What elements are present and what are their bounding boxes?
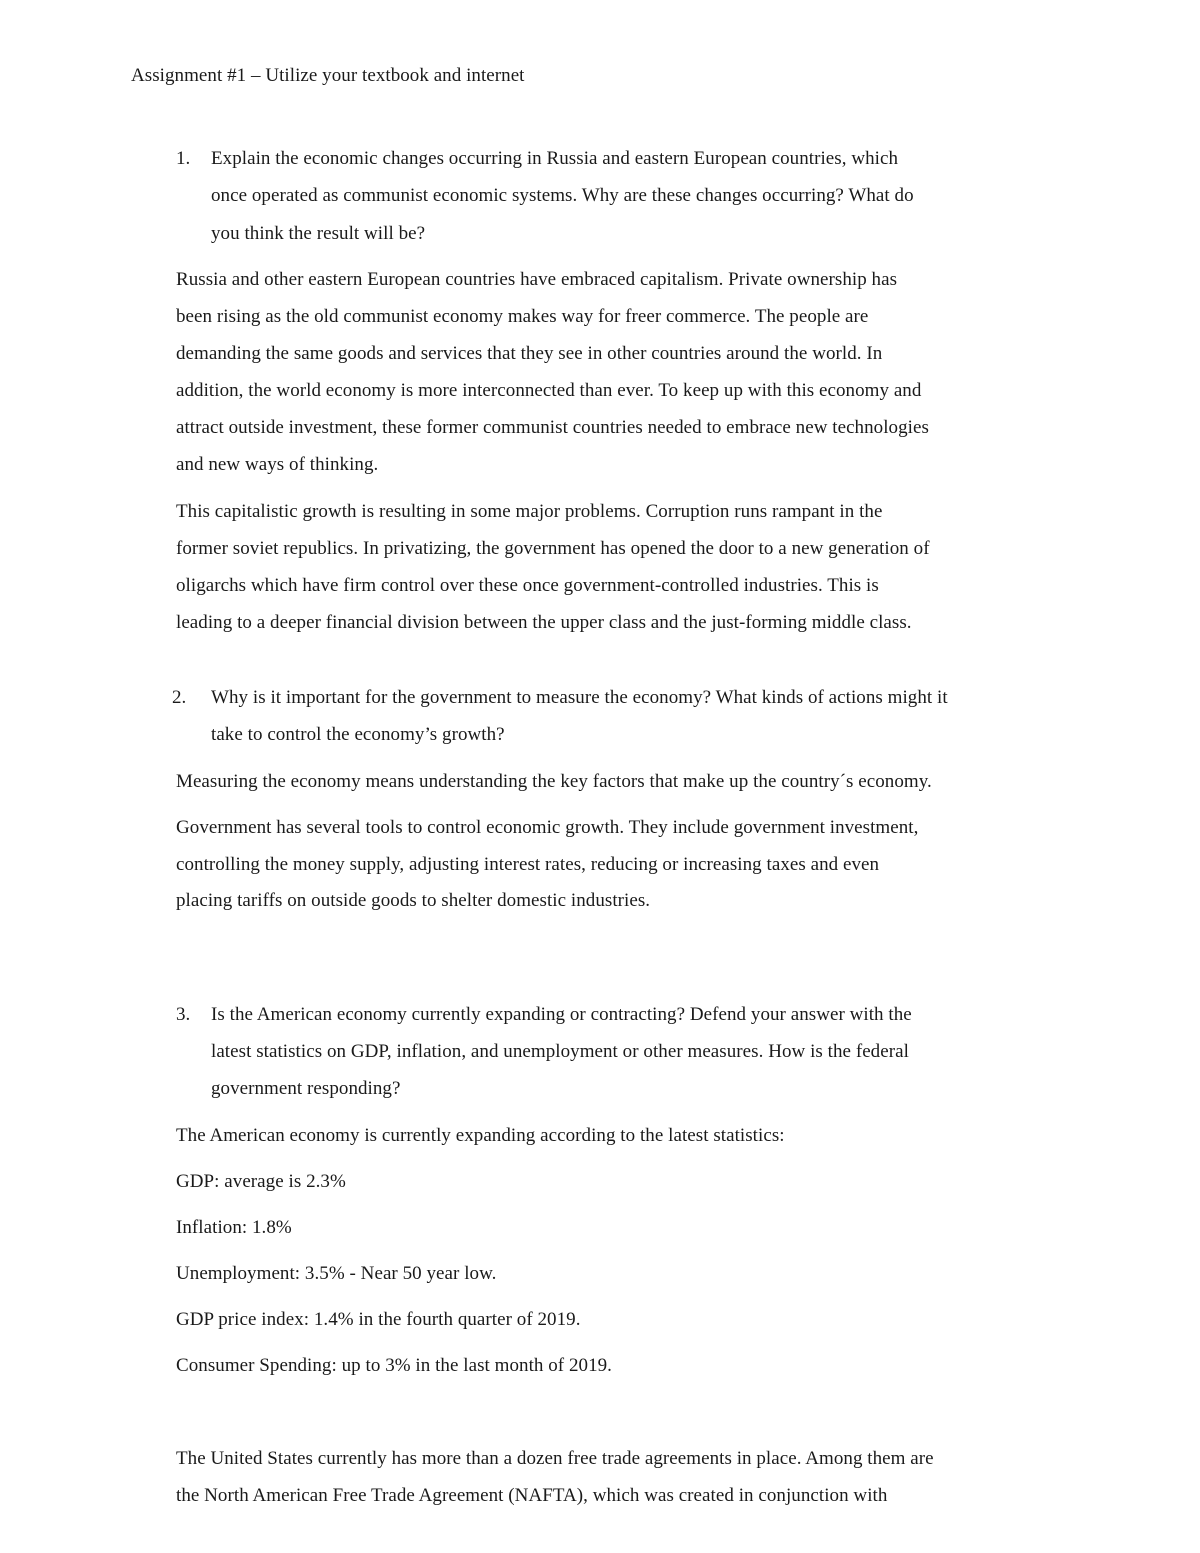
question-3-line-3: government responding? xyxy=(211,1078,401,1099)
question-2-line-1: Why is it important for the government to measure the economy? What kinds of actions might it xyxy=(211,687,948,708)
answer-1-p2-line-1: This capitalistic growth is resulting in some major problems. Corruption runs rampant in the xyxy=(176,501,883,522)
answer-1-p1-line-5: attract outside investment, these former communist countries needed to embrace new technologies xyxy=(176,417,929,438)
question-3-line-1: Is the American economy currently expanding or contracting? Defend your answer with the xyxy=(211,1004,912,1025)
answer-1-p1-line-3: demanding the same goods and services that they see in other countries around the world. In xyxy=(176,343,883,364)
question-1-line-1: Explain the economic changes occurring in Russia and eastern European countries, which xyxy=(211,148,899,169)
answer-1-p2-line-3: oligarchs which have firm control over these once government-controlled industries. This is xyxy=(176,575,879,596)
answer-3-trade-line-1: The United States currently has more than a dozen free trade agreements in place. Among them are xyxy=(176,1448,934,1469)
question-1-line-2: once operated as communist economic systems. Why are these changes occurring? What do xyxy=(211,185,914,206)
answer-1-p1-line-6: and new ways of thinking. xyxy=(176,454,379,475)
answer-3-gdp: GDP: average is 2.3% xyxy=(176,1171,346,1192)
answer-1-p1-line-4: addition, the world economy is more interconnected than ever. To keep up with this economy and xyxy=(176,380,922,401)
question-2-line-2: take to control the economy’s growth? xyxy=(211,724,505,745)
answer-3-trade-line-2: the North American Free Trade Agreement (NAFTA), which was created in conjunction with xyxy=(176,1485,888,1506)
answer-1-p1-line-2: been rising as the old communist economy makes way for freer commerce. The people are xyxy=(176,306,869,327)
answer-3-gdp-price-index: GDP price index: 1.4% in the fourth quarter of 2019. xyxy=(176,1309,581,1330)
answer-2-p2-line-1: Government has several tools to control economic growth. They include government investment, xyxy=(176,817,919,838)
question-1-number: 1. xyxy=(176,148,191,169)
question-3-number: 3. xyxy=(176,1004,191,1025)
question-1-line-3: you think the result will be? xyxy=(211,223,426,244)
answer-2-p2-line-2: controlling the money supply, adjusting interest rates, reducing or increasing taxes and even xyxy=(176,854,880,875)
question-2-number: 2. xyxy=(172,687,187,708)
answer-1-p1-line-1: Russia and other eastern European countries have embraced capitalism. Private ownership has xyxy=(176,269,898,290)
page-title: Assignment #1 – Utilize your textbook and internet xyxy=(131,65,525,86)
answer-3-intro: The American economy is currently expanding according to the latest statistics: xyxy=(176,1125,785,1146)
answer-1-p2-line-2: former soviet republics. In privatizing, the government has opened the door to a new generation of xyxy=(176,538,930,559)
answer-3-inflation: Inflation: 1.8% xyxy=(176,1217,292,1238)
question-3-line-2: latest statistics on GDP, inflation, and unemployment or other measures. How is the federal xyxy=(211,1041,909,1062)
answer-1-p2-line-4: leading to a deeper financial division between the upper class and the just-forming middle class. xyxy=(176,612,912,633)
answer-2-p2-line-3: placing tariffs on outside goods to shelter domestic industries. xyxy=(176,890,651,911)
answer-2-p1-line-1: Measuring the economy means understanding the key factors that make up the country´s economy. xyxy=(176,771,932,792)
answer-3-consumer-spending: Consumer Spending: up to 3% in the last month of 2019. xyxy=(176,1355,612,1376)
answer-3-unemployment: Unemployment: 3.5% - Near 50 year low. xyxy=(176,1263,497,1284)
